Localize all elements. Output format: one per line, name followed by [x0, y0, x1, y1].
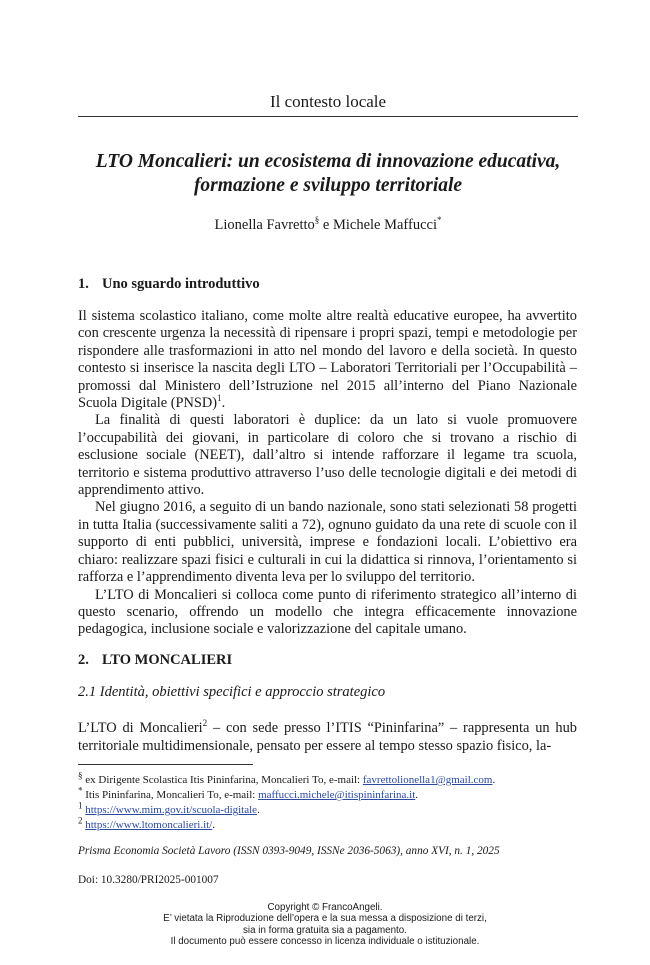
url-link[interactable]: https://www.mim.gov.it/scuola-digitale	[85, 804, 258, 816]
footnote-marker: §	[78, 770, 83, 781]
footnote-marker: *	[78, 785, 83, 796]
author-name: Lionella Favretto	[214, 217, 315, 233]
paragraph: La finalità di questi laboratori è duplice: da un lato si vuole promuovere l’occupabilità dei giovani, in particolare di coloro che si trovano a rischio di esclusione sociale (NEET), dall’altro si intende rafforzare il legame tra scuola, territorio e sistema produttivo attraverso l’uso delle tecnologie digitali e dei metodi di apprendimento attivo.	[78, 412, 577, 499]
section-body	[78, 719, 577, 755]
paragraph: Nel giugno 2016, a seguito di un bando nazionale, sono stati selezionati 58 progetti in tutta Italia (successivamente saliti a 72), ognuno guidato da una rete di scuole con il supporto di enti pubblici, università, imprese e fondazioni locali. L’obiettivo era chiaro: realizzare spazi fisici e culturali in cui la didattica si rinnova, l’orientamento si rafforza e l’apprendimento diventa leva per lo sviluppo del territorio.	[78, 499, 577, 586]
footnote-marker: 1	[217, 393, 222, 404]
title-line-2: formazione e sviluppo territoriale	[193, 175, 463, 196]
copyright-line: sia in forma gratuita sia a pagamento.	[243, 924, 407, 936]
section-body	[78, 308, 577, 639]
copyright-notice	[0, 902, 650, 947]
journal-citation: Prisma Economia Società Lavoro (ISSN 0393-9049, ISSNe 2036-5063), anno XVI, n. 1, 2025	[78, 845, 500, 857]
header-rule	[78, 116, 578, 117]
footnote	[78, 815, 577, 833]
email-link[interactable]: favrettolionella1@gmail.com	[362, 774, 493, 786]
footnote	[78, 800, 577, 818]
paragraph-end: .	[221, 395, 226, 412]
running-header: Il contesto locale	[269, 92, 387, 111]
paragraph	[78, 719, 577, 755]
paragraph-text: Il sistema scolastico italiano, come molte altre realtà educative europee, ha avvertito con crescente urgenza la necessità di ripensare i propri spazi, tempi e metodologie per rispondere alle trasformazioni in atto nel mondo del lavoro e della società. In questo contesto si inserisce la nascita degli LTO – Laboratori Territoriali per l’Occupabilità – promossi dal Ministero dell’Istruzione nel 2015 all’interno del Piano Nazionale Scuola Digitale (PNSD)	[78, 308, 577, 412]
footnote	[78, 785, 577, 803]
footnote-text: Itis Pininfarina, Moncalieri To, e-mail:	[82, 789, 259, 801]
section-heading	[78, 276, 260, 293]
section-number: 2.	[78, 652, 89, 668]
subsection-heading: 2.1 Identità, obiettivi specifici e approccio strategico	[78, 684, 386, 700]
paragraph	[78, 308, 577, 412]
author-name: Michele Maffucci	[332, 217, 437, 233]
footnotes	[78, 770, 577, 833]
footnote-text: ex Dirigente Scolastica Itis Pininfarina, Moncalieri To, e-mail:	[82, 774, 363, 786]
paragraph: L’LTO di Moncalieri si colloca come punto di riferimento strategico all’interno di questo scenario, offrendo un modello che integra efficacemente innovazione pedagogica, inclusione sociale e valorizzazione del capitale umano.	[78, 586, 577, 638]
footnote-end: .	[257, 804, 260, 816]
footnote-end: .	[415, 789, 419, 801]
copyright-line: Copyright © FrancoAngeli.	[267, 902, 383, 913]
article-title	[78, 150, 578, 198]
doi: Doi: 10.3280/PRI2025-001007	[78, 874, 219, 886]
footnote-marker: *	[436, 215, 442, 226]
section-title: LTO MONCALIERI	[102, 652, 233, 668]
footnote-marker: 2	[78, 815, 83, 826]
copyright-line: E’ vietata la Riproduzione dell’opera e la sua messa a disposizione di terzi,	[163, 913, 487, 925]
author-connector: e	[319, 217, 333, 233]
section-title: Uno sguardo introduttivo	[102, 276, 260, 292]
footnote-marker: §	[314, 215, 320, 226]
author-line	[78, 217, 578, 234]
paragraph-text: – con sede presso l’ITIS “Pininfarina” – rappresenta un hub territoriale multidimensionale, pensato per essere al tempo stesso spazio fisico, la-	[78, 720, 577, 754]
email-link[interactable]: maffucci.michele@itispininfarina.it	[258, 789, 416, 801]
footnote-end: .	[492, 774, 496, 786]
url-link[interactable]: https://www.ltomoncalieri.it/	[85, 819, 213, 831]
copyright-line: Il documento può essere concesso in licenza individuale o istituzionale.	[170, 935, 480, 947]
section-heading	[78, 652, 232, 669]
paragraph-text: L’LTO di Moncalieri	[78, 720, 203, 736]
footnote-marker: 2	[202, 718, 208, 729]
title-line-1: LTO Moncalieri: un ecosistema di innovazione educativa,	[95, 151, 561, 172]
footnote-marker: 1	[78, 800, 83, 811]
section-number: 1.	[78, 276, 89, 292]
footnote-end: .	[212, 819, 215, 831]
footnote-rule	[78, 764, 253, 765]
footnote	[78, 770, 577, 788]
